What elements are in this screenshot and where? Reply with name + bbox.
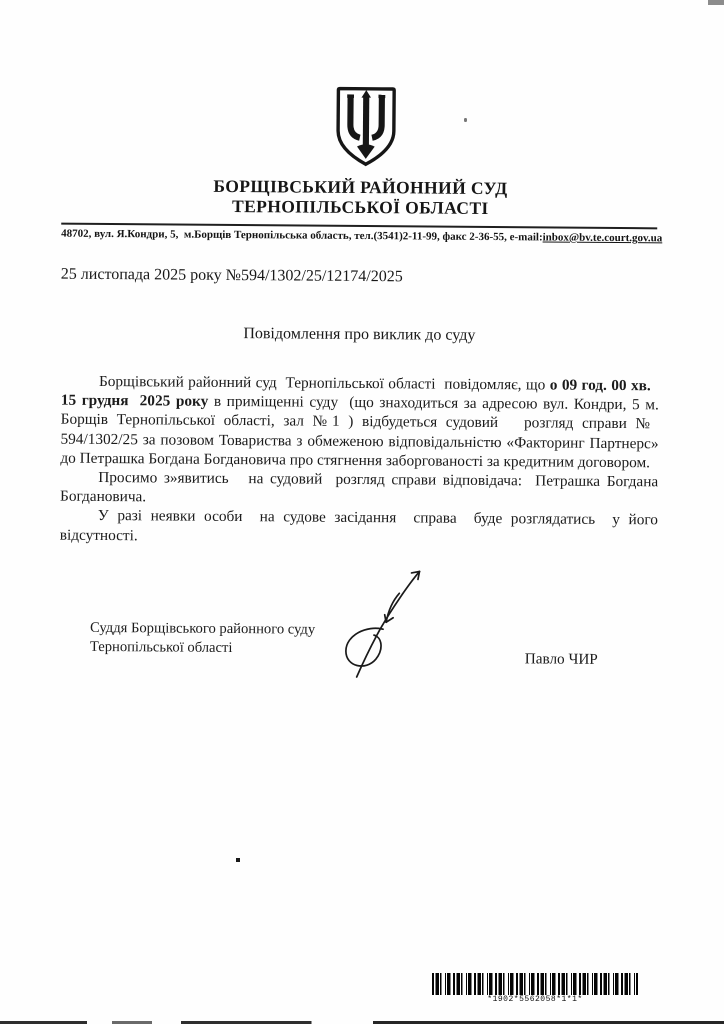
barcode-bars-icon: [432, 973, 638, 995]
p1-hearing-datetime: о 09 год. 00 хв. 15 грудня 2025 року: [60, 376, 660, 411]
barcode: [432, 973, 638, 1004]
p1-text-end: в приміщенні суду (що знаходиться за адресою вул. Кондри, 5 м. Борщів Тернопільської області, зал №1 ) відбудеться судовий розгляд справи № 594/1302/25 за позовом Товариства з обмеженою відповідальністю «Факторинг Партнерс» до Петрашка Богдана Богдановича про стягнення заборгованості за кредитним договором.: [60, 393, 659, 472]
document-title: Повідомлення про виклик до суду: [243, 325, 476, 344]
p1-text-start: Борщівський районний суд Тернопільської області повідомляє, що: [98, 372, 550, 394]
judge-role-line2: Тернопільської області: [89, 638, 233, 656]
barcode-text: *1902*5562058*1*1*: [487, 995, 583, 1004]
body-paragraph-2: Просимо з»явитись на судовий розгляд справи відповідача: Петрашка Богдана Богдановича.: [60, 468, 659, 506]
court-name-line1: БОРЩІВСЬКИЙ РАЙОННИЙ СУД: [213, 175, 508, 199]
judge-role-line1: Суддя Борщівського районного суду: [89, 619, 316, 638]
scan-corner-mark: [708, 0, 724, 5]
scan-speck: [464, 118, 467, 122]
address-line: [61, 223, 663, 246]
letterhead: [0, 0, 724, 220]
address-email: inbox@bv.te.court.gov.ua: [542, 231, 663, 245]
body-paragraph-3: У разі неявки особи на судове засідання справа буде розглядатись у його відсутності.: [59, 507, 658, 544]
date-and-case-number: 25 листопада 2025 року №594/1302/25/12174/2025: [60, 265, 403, 286]
court-name: [0, 174, 723, 220]
handwritten-signature-icon: [331, 567, 432, 691]
letter-body: [60, 372, 659, 550]
signature-block: [0, 570, 719, 706]
scan-speck: [236, 858, 240, 862]
court-name-line2: ТЕРНОПІЛЬСЬКОЇ ОБЛАСТІ: [232, 196, 489, 219]
ukraine-trident-icon: [332, 86, 401, 175]
judge-role: [90, 619, 315, 659]
judge-name: Павло ЧИР: [524, 650, 598, 668]
address-text: 48702, вул. Я.Кондри, 5, м.Борщів Тернопільська область, тел.(3541)2-11-99, факс 2-36-55, e-mail:: [61, 227, 543, 244]
body-paragraph-1: [60, 372, 659, 473]
